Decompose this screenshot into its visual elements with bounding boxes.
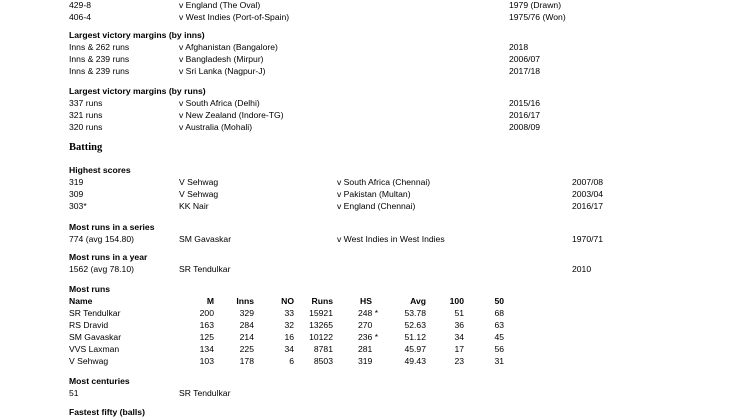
- highest-score-year: 2003/04: [572, 189, 604, 199]
- table-row-avg: 49.43: [404, 356, 426, 366]
- table-row-m: 103: [199, 356, 214, 366]
- highest-score-opponent: v Pakistan (Multan): [337, 189, 411, 199]
- table-row-runs: 13265: [309, 320, 333, 330]
- highest-score-player: V Sehwag: [179, 177, 219, 187]
- highest-score-year: 2016/17: [572, 201, 604, 211]
- victory-runs-opponent: v South Africa (Delhi): [179, 98, 260, 108]
- table-row-m: 125: [199, 332, 214, 342]
- victory-runs-year: 2015/16: [509, 98, 541, 108]
- victory-runs-year: 2016/17: [509, 110, 541, 120]
- top-row-1-score: 429-8: [69, 0, 91, 10]
- most-runs-col-50: 50: [494, 296, 504, 306]
- highest-score-player: V Sehwag: [179, 189, 219, 199]
- most-runs-heading: Most runs: [69, 284, 111, 294]
- series-runs-opponent: v West Indies in West Indies: [337, 234, 445, 244]
- table-row-100: 34: [454, 332, 464, 342]
- table-row-hs: 281: [358, 344, 373, 354]
- table-row-name: SR Tendulkar: [69, 308, 121, 318]
- series-runs-player: SM Gavaskar: [179, 234, 232, 244]
- most-runs-col-avg: Avg: [410, 296, 426, 306]
- table-row-inns: 214: [239, 332, 254, 342]
- victory-runs-year: 2008/09: [509, 122, 541, 132]
- victory-inns-opponent: v Sri Lanka (Nagpur-J): [179, 66, 266, 76]
- table-row-m: 200: [199, 308, 214, 318]
- most-runs-col-m: M: [206, 296, 214, 306]
- table-row-runs: 8781: [313, 344, 333, 354]
- top-row-2-opponent: v West Indies (Port-of-Spain): [179, 12, 290, 22]
- table-row-hs: 236 *: [358, 332, 379, 342]
- table-row-no: 32: [284, 320, 294, 330]
- fastest-fifty-heading: Fastest fifty (balls): [69, 407, 145, 417]
- most-runs-col-no: NO: [281, 296, 294, 306]
- table-row-name: SM Gavaskar: [69, 332, 122, 342]
- centuries-heading: Most centuries: [69, 376, 130, 386]
- table-row-100: 51: [454, 308, 464, 318]
- table-row-100: 36: [454, 320, 464, 330]
- table-row-inns: 225: [239, 344, 254, 354]
- victory-inns-heading: Largest victory margins (by inns): [69, 30, 205, 40]
- most-runs-col-100: 100: [449, 296, 464, 306]
- table-row-no: 33: [284, 308, 294, 318]
- highest-score-value: 303*: [69, 201, 87, 211]
- table-row-runs: 15921: [309, 308, 333, 318]
- table-row-100: 23: [454, 356, 464, 366]
- year-runs-year: 2010: [572, 264, 592, 274]
- highest-score-year: 2007/08: [572, 177, 604, 187]
- centuries-player: SR Tendulkar: [179, 388, 231, 398]
- table-row-avg: 51.12: [404, 332, 426, 342]
- centuries-count: 51: [69, 388, 79, 398]
- series-runs-value: 774 (avg 154.80): [69, 234, 134, 244]
- table-row-no: 34: [284, 344, 294, 354]
- table-row-name: VVS Laxman: [69, 344, 120, 354]
- table-row-m: 163: [199, 320, 214, 330]
- highest-score-opponent: v South Africa (Chennai): [337, 177, 431, 187]
- top-row-1-opponent: v England (The Oval): [179, 0, 261, 10]
- table-row-no: 6: [289, 356, 294, 366]
- table-row-runs: 8503: [313, 356, 333, 366]
- victory-inns-year: 2006/07: [509, 54, 541, 64]
- year-runs-value: 1562 (avg 78.10): [69, 264, 134, 274]
- victory-runs-margin: 337 runs: [69, 98, 103, 108]
- most-runs-col-runs: Runs: [311, 296, 333, 306]
- table-row-name: RS Dravid: [69, 320, 109, 330]
- table-row-hs: 270: [358, 320, 373, 330]
- most-runs-col-name: Name: [69, 296, 93, 306]
- table-row-avg: 53.78: [404, 308, 426, 318]
- highest-scores-heading: Highest scores: [69, 165, 131, 175]
- year-runs-heading: Most runs in a year: [69, 252, 148, 262]
- table-row-name: V Sehwag: [69, 356, 109, 366]
- victory-runs-opponent: v Australia (Mohali): [179, 122, 253, 132]
- top-row-2-score: 406-4: [69, 12, 91, 22]
- most-runs-col-inns: Inns: [236, 296, 254, 306]
- table-row-inns: 329: [239, 308, 254, 318]
- table-row-hs: 319: [358, 356, 373, 366]
- victory-inns-year: 2017/18: [509, 66, 541, 76]
- victory-inns-margin: Inns & 239 runs: [69, 54, 130, 64]
- top-row-1-year: 1979 (Drawn): [509, 0, 562, 10]
- table-row-avg: 45.97: [404, 344, 426, 354]
- highest-score-opponent: v England (Chennai): [337, 201, 416, 211]
- table-row-avg: 52.63: [404, 320, 426, 330]
- victory-runs-heading: Largest victory margins (by runs): [69, 86, 206, 96]
- table-row-50: 56: [494, 344, 504, 354]
- top-row-2-year: 1975/76 (Won): [509, 12, 566, 22]
- table-row-inns: 178: [239, 356, 254, 366]
- highest-score-value: 309: [69, 189, 84, 199]
- table-row-100: 17: [454, 344, 464, 354]
- victory-inns-margin: Inns & 262 runs: [69, 42, 130, 52]
- table-row-inns: 284: [239, 320, 254, 330]
- victory-runs-margin: 320 runs: [69, 122, 103, 132]
- most-runs-col-hs: HS: [360, 296, 372, 306]
- table-row-50: 31: [494, 356, 504, 366]
- table-row-50: 45: [494, 332, 504, 342]
- victory-inns-opponent: v Afghanistan (Bangalore): [179, 42, 278, 52]
- victory-runs-margin: 321 runs: [69, 110, 103, 120]
- table-row-50: 68: [494, 308, 504, 318]
- year-runs-player: SR Tendulkar: [179, 264, 231, 274]
- highest-score-value: 319: [69, 177, 84, 187]
- table-row-m: 134: [199, 344, 214, 354]
- victory-inns-margin: Inns & 239 runs: [69, 66, 130, 76]
- victory-inns-opponent: v Bangladesh (Mirpur): [179, 54, 264, 64]
- batting-section-title: Batting: [69, 142, 103, 153]
- series-runs-heading: Most runs in a series: [69, 222, 155, 232]
- table-row-50: 63: [494, 320, 504, 330]
- table-row-no: 16: [284, 332, 294, 342]
- table-row-hs: 248 *: [358, 308, 379, 318]
- table-row-runs: 10122: [309, 332, 333, 342]
- highest-score-player: KK Nair: [179, 201, 209, 211]
- victory-inns-year: 2018: [509, 42, 529, 52]
- victory-runs-opponent: v New Zealand (Indore-TG): [179, 110, 284, 120]
- series-runs-year: 1970/71: [572, 234, 604, 244]
